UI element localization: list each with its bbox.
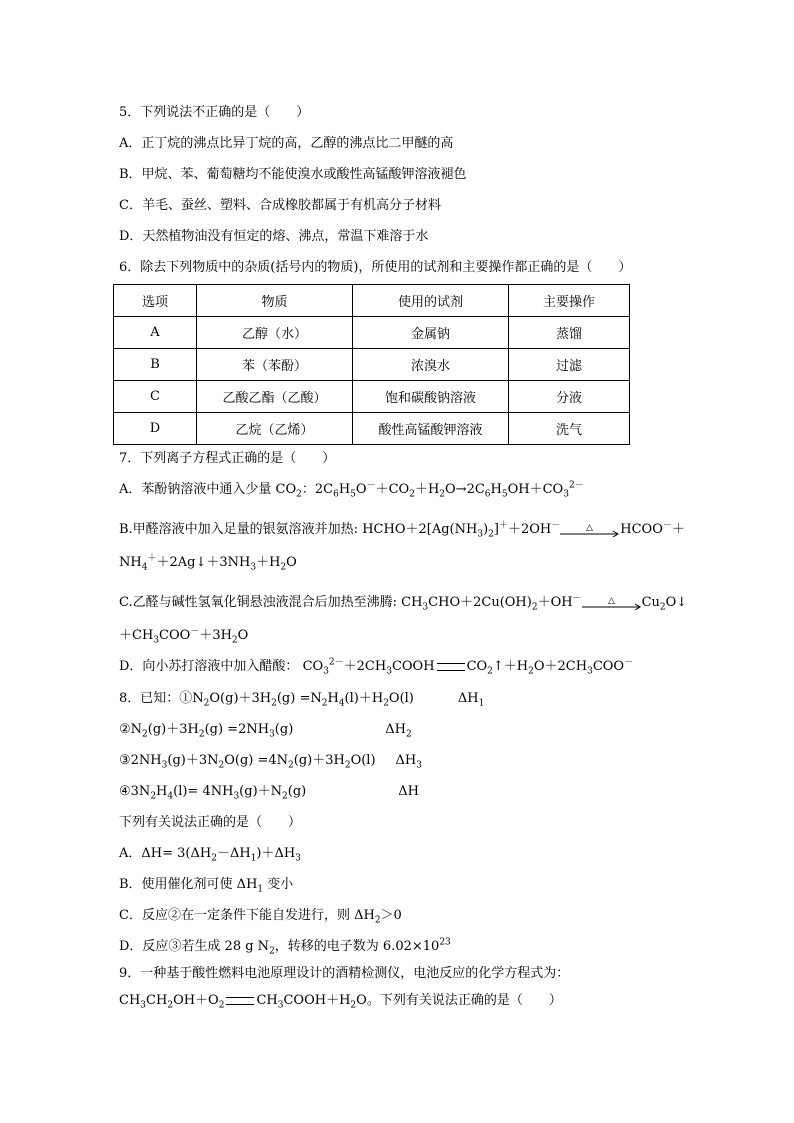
q7-a-text: A．苯酚钠溶液中通入少量 CO xyxy=(119,482,297,497)
q7-d-text: D．向小苏打溶液中加入醋酸： xyxy=(119,659,299,674)
table-header: 物质 xyxy=(197,285,353,317)
q5-option-a: A．正丁烷的沸点比异丁烷的高，乙醇的沸点比二甲醚的高 xyxy=(119,136,454,151)
q7-option-d: D．向小苏打溶液中加入醋酸： $CO_3^{2-}+2CH_3COOH$ $CO_2↑+H_2O+2CH_3COO^-$ xyxy=(119,657,634,677)
delta-label: △ xyxy=(586,522,594,533)
dh-label: ΔH xyxy=(457,691,479,706)
q8-c-text: C．反应②在一定条件下能自发进行，则 ΔH xyxy=(119,908,375,923)
table-cell: 酸性高锰酸钾溶液 xyxy=(353,413,509,445)
q8-eq2: $②N_2(g)+3H_2(g) =2NH_3(g)$ $\Delta H_2$ xyxy=(119,722,412,740)
q5-stem: 5．下列说法不正确的是（ ） xyxy=(119,105,310,120)
q7-option-b-cont: $NH_4^++2Ag↓+3NH_3+H_2O$ xyxy=(119,553,297,573)
table-cell: A xyxy=(114,317,197,349)
q8-eq4: $④3N_2H_4(l)= 4NH_3(g)+N_2(g)$ ΔH xyxy=(119,784,419,802)
q6-table xyxy=(113,284,630,445)
table-cell: 分液 xyxy=(509,381,630,413)
table-cell: 洗气 xyxy=(509,413,630,445)
q7-option-a: A．苯酚钠溶液中通入少量 $CO_2$：$2C_6H_5O^-+CO_2+H_2O\to 2C_6H_5OH+CO_3^{2-}$ xyxy=(119,480,584,500)
table-row xyxy=(114,413,630,445)
q8-option-c: C．反应②在一定条件下能自发进行，则 $\Delta H_2>0$ xyxy=(119,908,402,926)
table-cell: C xyxy=(114,381,197,413)
q7-option-c-cont: $+CH_3COO^-+3H_2O$ xyxy=(119,626,249,646)
table-cell: D xyxy=(114,413,197,445)
q8-option-b: B．使用催化剂可使 $\Delta H_1$ 变小 xyxy=(119,877,294,895)
table-row xyxy=(114,349,630,381)
table-cell: 浓溴水 xyxy=(353,349,509,381)
table-cell: 乙烷（乙烯） xyxy=(197,413,353,445)
delta-label: △ xyxy=(607,595,615,606)
q8-d-text: D．反应③若生成 28 g N xyxy=(119,939,270,954)
table-row xyxy=(114,317,630,349)
table-cell: 蒸馏 xyxy=(509,317,630,349)
q8-option-d: D．反应③若生成 28 g $N_2$，转移的电子数为 $6.02\times 10^{23}$ xyxy=(119,937,451,957)
table-cell: 苯（苯酚） xyxy=(197,349,353,381)
q8-intro: 8．已知：$①N_2O(g)+3H_2(g) =N_2H_4(l)+H_2O(l)$ $\Delta H_1$ xyxy=(119,691,485,709)
q7-option-b: B.甲醛溶液中加入足量的银氨溶液并加热: $HCHO+2[Ag(NH_3)_2]^++2OH^-$ △ HCOO－＋ xyxy=(119,520,685,540)
heat-arrow-icon xyxy=(560,523,620,537)
q9-stem: 9．一种基于酸性燃料电池原理设计的酒精检测仪，电池反应的化学方程式为： xyxy=(119,966,570,981)
q8-intro-text: 8．已知：①N xyxy=(119,691,204,706)
table-header-row xyxy=(114,285,630,317)
q8-a-text: A．ΔH= 3(ΔH xyxy=(119,846,212,861)
q8-option-a: A．$\Delta H= 3(\Delta H_2-\Delta H_1)+\Delta H_3$ xyxy=(119,846,301,864)
q5-option-d: D．天然植物油没有恒定的熔、沸点，常温下难溶于水 xyxy=(119,229,429,244)
table-cell: B xyxy=(114,349,197,381)
q8-stem: 下列有关说法正确的是（ ） xyxy=(119,815,302,830)
equals-sign-icon xyxy=(226,997,254,1005)
table-row xyxy=(114,381,630,413)
table-header: 使用的试剂 xyxy=(353,285,509,317)
table-cell: 饱和碳酸钠溶液 xyxy=(353,381,509,413)
q9-eq-tail: 。下列有关说法正确的是（ ） xyxy=(366,993,562,1008)
heat-arrow-icon xyxy=(582,596,642,610)
q7-c-text: C.乙醛与碱性氢氧化铜悬浊液混合后加热至沸腾: CH xyxy=(119,595,423,610)
table-cell: 过滤 xyxy=(509,349,630,381)
table-cell: 乙醇（水） xyxy=(197,317,353,349)
table-header: 主要操作 xyxy=(509,285,630,317)
q8-eq3: $③2NH_3(g)+3N_2O(g) =4N_2(g)+3H_2O(l)$ $\Delta H_3$ xyxy=(119,753,423,771)
table-header: 选项 xyxy=(114,285,197,317)
table-cell: 金属钠 xyxy=(353,317,509,349)
table-cell: 乙酸乙酯（乙酸） xyxy=(197,381,353,413)
q7-option-c: C.乙醛与碱性氢氧化铜悬浊液混合后加热至沸腾: $CH_3CHO+2Cu(OH)_2+OH^-$ △ $Cu_2O↓$ xyxy=(119,593,688,613)
q9-equation: $CH_3CH_2OH+O_2$ $CH_3COOH+H_2O$。下列有关说法正确的是（ ） xyxy=(119,993,562,1011)
q7-b-text: B.甲醛溶液中加入足量的银氨溶液并加热: HCHO＋2[Ag(NH xyxy=(119,522,478,537)
q6-stem: 6．除去下列物质中的杂质(括号内的物质)，所使用的试剂和主要操作都正确的是（ ） xyxy=(119,260,632,275)
q5-option-c: C．羊毛、蚕丝、塑料、合成橡胶都属于有机高分子材料 xyxy=(119,198,441,213)
q5-option-b: B．甲烷、苯、葡萄糖均不能使溴水或酸性高锰酸钾溶液褪色 xyxy=(119,167,467,182)
q7-stem: 7．下列离子方程式正确的是（ ） xyxy=(119,451,336,466)
equals-sign-icon xyxy=(437,663,465,671)
q8-b-text: B．使用催化剂可使 ΔH xyxy=(119,877,258,892)
